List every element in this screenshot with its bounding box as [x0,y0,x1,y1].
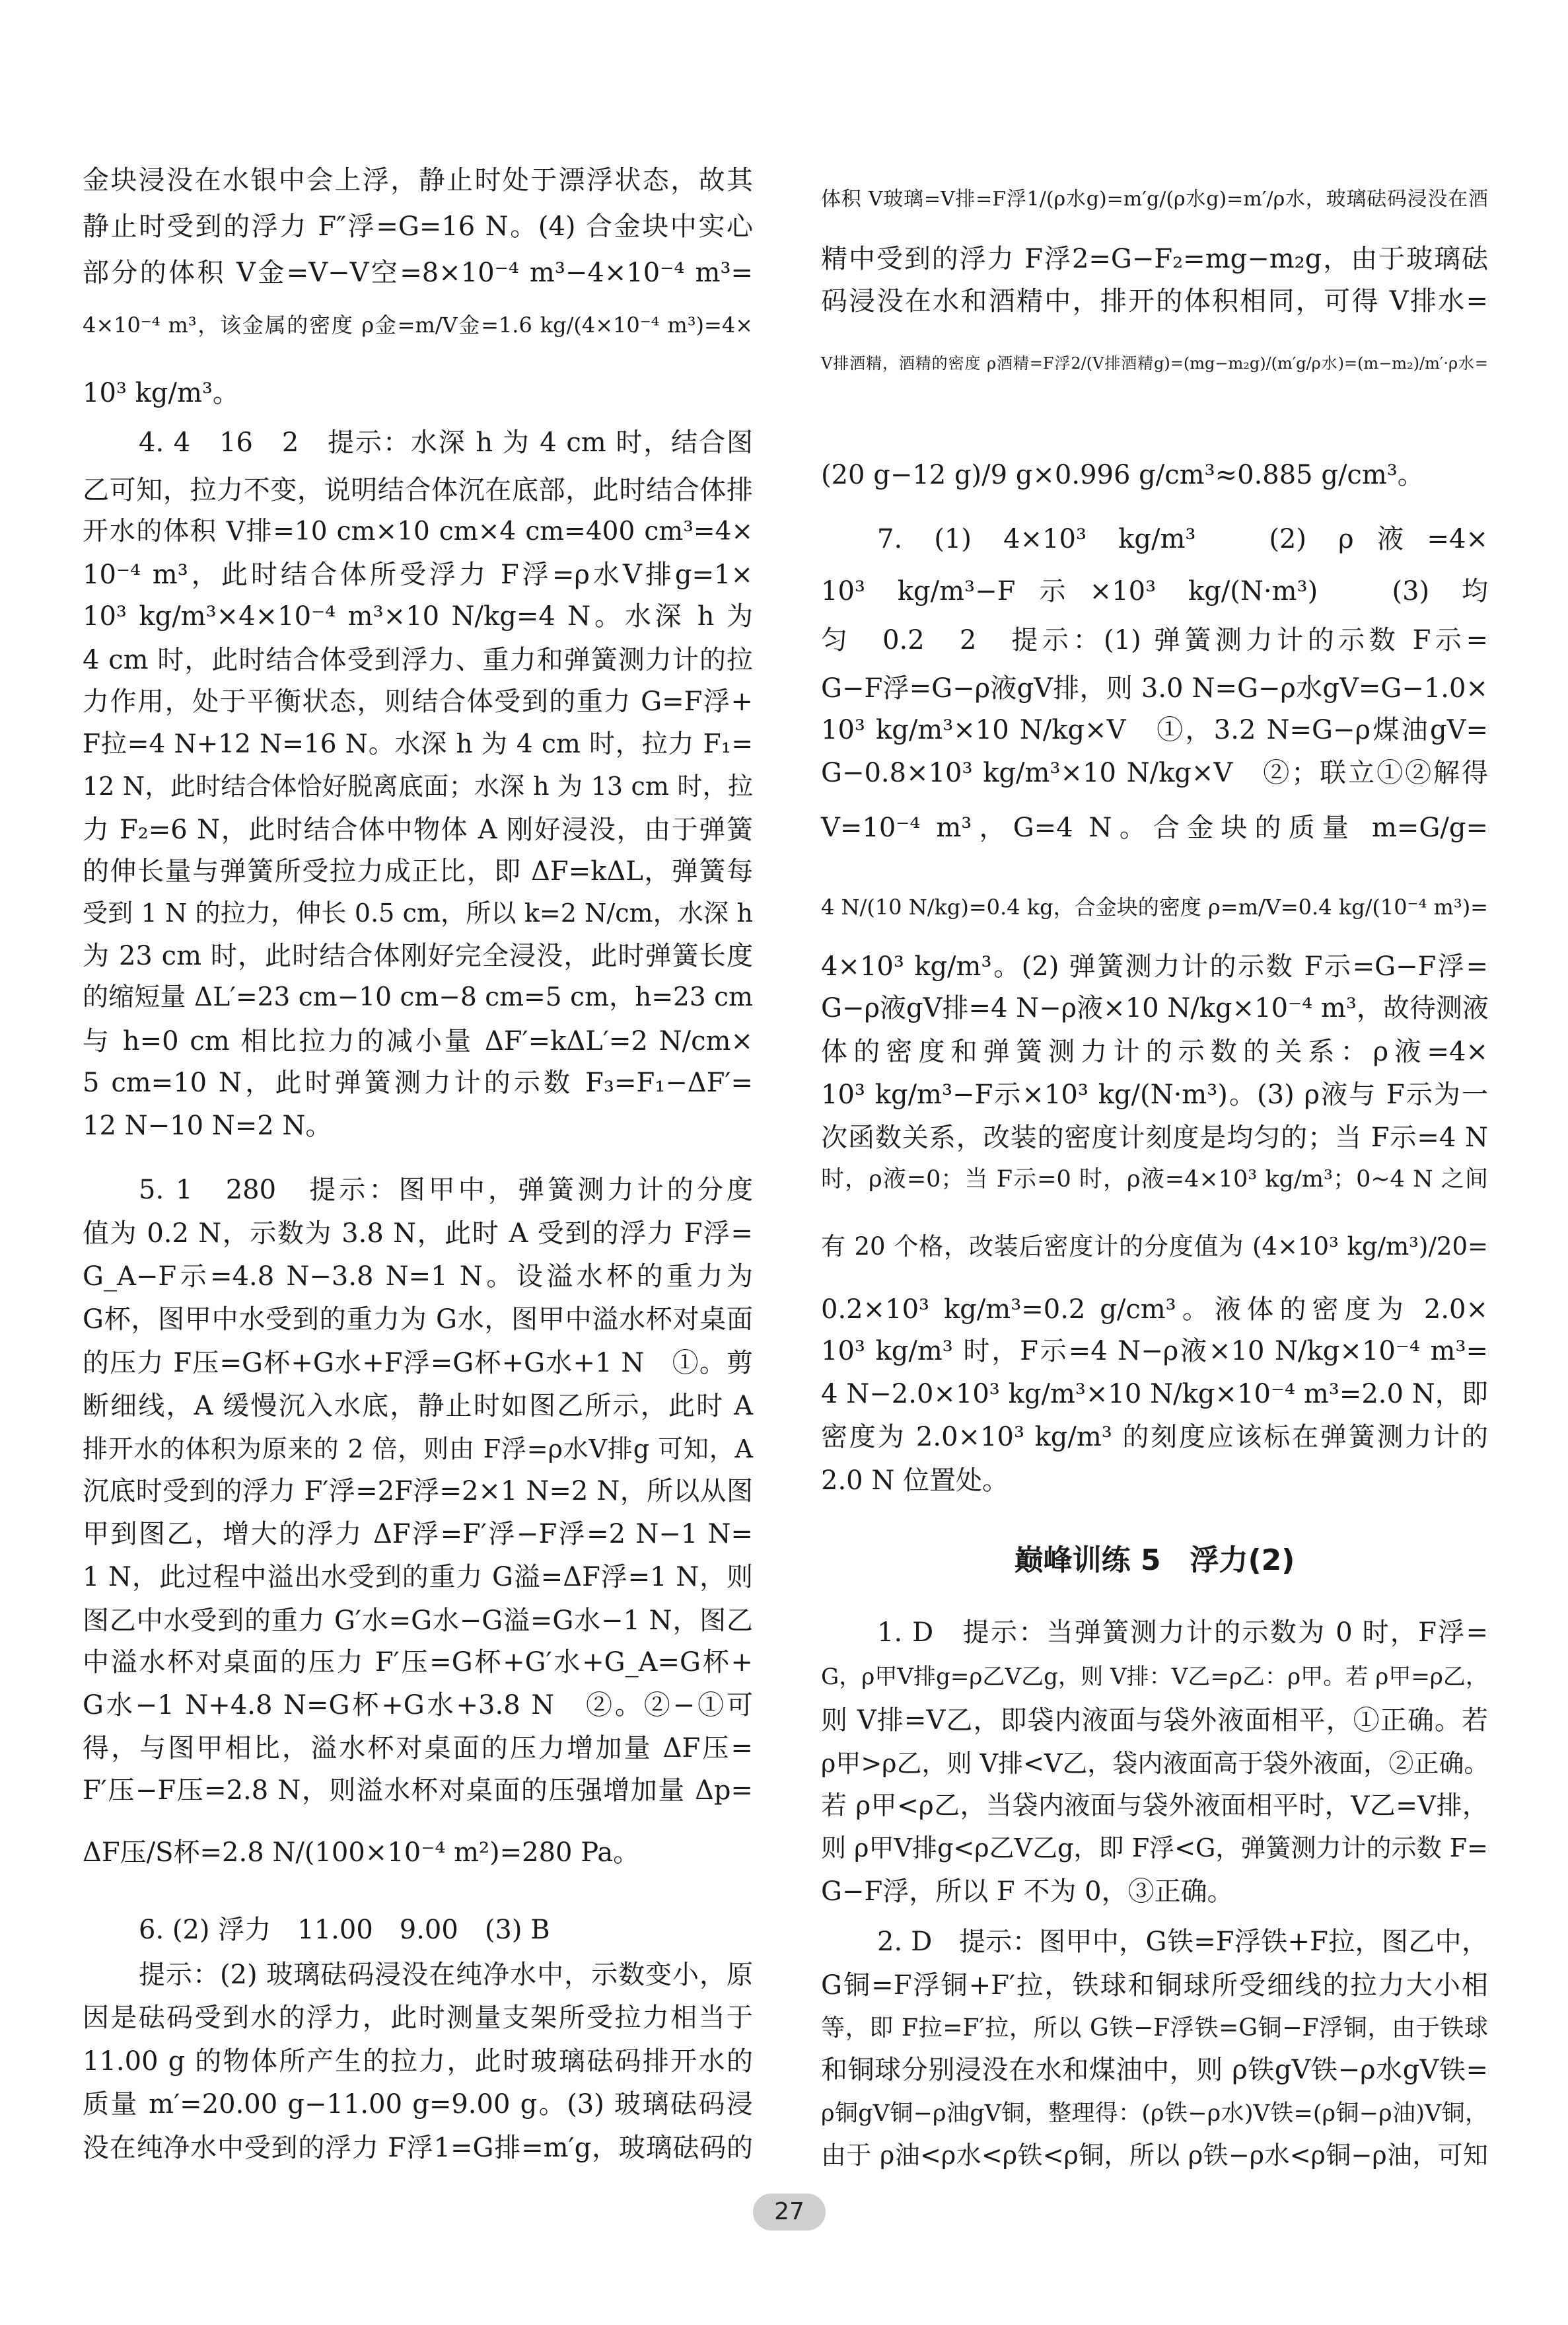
text-line: 质量 m′=20.00 g−11.00 g=9.00 g。(3) 玻璃砝码浸 [83,2089,753,2120]
text-line: 力作用，处于平衡状态，则结合体受到的重力 G=F浮+ [83,686,753,717]
text-line: 4 N−2.0×10³ kg/m³×10 N/kg×10⁻⁴ m³=2.0 N，即 [821,1378,1488,1409]
text-line: 11.00 g 的物体所产生的拉力，此时玻璃砝码排开水的 [83,2046,753,2077]
text-line: 乙可知，拉力不变，说明结合体沉在底部，此时结合体排 [83,474,753,505]
text-line: G杯，图甲中水受到的重力为 G水，图甲中溢水杯对桌面 [83,1304,753,1335]
text-line: 2. D 提示：图甲中，G铁=F浮铁+F拉，图乙中， [877,1927,1488,1958]
text-line: 中溢水杯对桌面的压力 F′压=G杯+G′水+G_A=G杯+ [83,1646,753,1678]
text-line: 密度为 2.0×10³ kg/m³ 的刻度应该标在弹簧测力计的 [821,1422,1488,1453]
text-line: 5 cm=10 N，此时弹簧测力计的示数 F₃=F₁−ΔF′= [83,1067,753,1098]
text-line: 精中受到的浮力 F浮2=G−F₂=mg−m₂g，由于玻璃砝 [821,244,1488,275]
text-line: 和铜球分别浸没在水和煤油中，则 ρ铁gV铁−ρ水gV铁= [821,2055,1488,2086]
text-line: 没在纯净水中受到的浮力 F浮1=G排=m′g，玻璃砝码的 [83,2132,753,2163]
text-line: 10³ kg/m³。 [83,378,239,409]
text-line: 4 cm 时，此时结合体受到浮力、重力和弹簧测力计的拉 [83,644,753,675]
text-line: V=10⁻⁴ m³，G=4 N。合金块的质量 m=G/g= [821,813,1488,844]
text-line: G，ρ甲V排g=ρ乙V乙g，则 V排：V乙=ρ乙：ρ甲。若 ρ甲=ρ乙， [821,1664,1488,1691]
text-line: 由于 ρ油<ρ水<ρ铁<ρ铜，所以 ρ铁−ρ水<ρ铜−ρ油，可知 [821,2140,1488,2170]
page-number: 27 [753,2194,826,2231]
text-line: 值为 0.2 N，示数为 3.8 N，此时 A 受到的浮力 F浮= [83,1218,753,1249]
text-line: G铜=F浮铜+F′拉，铁球和铜球所受细线的拉力大小相 [821,1970,1488,2001]
text-line: 12 N，此时结合体恰好脱离底面；水深 h 为 13 cm 时，拉 [83,772,753,801]
text-line: 则 ρ甲V排g<ρ乙V乙g，即 F浮<G，弹簧测力计的示数 F= [821,1833,1488,1863]
text-line: 10³ kg/m³ 时，F示=4 N−ρ液×10 N/kg×10⁻⁴ m³= [821,1335,1488,1366]
text-line: 有 20 个格，改装后密度计的分度值为 (4×10³ kg/m³)/20= [821,1232,1488,1261]
text-line: 体积 V玻璃=V排=F浮1/(ρ水g)=m′g/(ρ水g)=m′/ρ水，玻璃砝码浸没在酒 [821,188,1488,211]
text-line: 力 F₂=6 N，此时结合体中物体 A 刚好浸没，由于弹簧 [83,814,753,845]
text-line: 时，ρ液=0；当 F示=0 时，ρ液=4×10³ kg/m³；0~4 N 之间 [821,1166,1488,1193]
text-line: 匀 0.2 2 提示：(1) 弹簧测力计的示数 F示= [821,625,1488,656]
text-line: G_A−F示=4.8 N−3.8 N=1 N。设溢水杯的重力为 [83,1261,753,1292]
text-line: ρ铜gV铜−ρ油gV铜，整理得：(ρ铁−ρ水)V铁=(ρ铜−ρ油)V铜， [821,2100,1488,2127]
text-line: 因是砝码受到水的浮力，此时测量支架所受拉力相当于 [83,2003,753,2034]
text-line: 若 ρ甲<ρ乙，当袋内液面与袋外液面相平时，V乙=V排， [821,1791,1488,1822]
text-line: 的缩短量 ΔL′=23 cm−10 cm−8 cm=5 cm，h=23 cm [83,982,753,1013]
text-line: 提示：(2) 玻璃砝码浸没在纯净水中，示数变小，原 [139,1960,753,1991]
text-line: 10⁻⁴ m³，此时结合体所受浮力 F浮=ρ水V排g=1× [83,560,753,591]
text-line: 则 V排=V乙，即袋内液面与袋外液面相平，①正确。若 [821,1705,1488,1736]
text-line: 4. 4 16 2 提示：水深 h 为 4 cm 时，结合图 [139,427,753,458]
text-line: 4×10³ kg/m³。(2) 弹簧测力计的示数 F示=G−F浮= [821,951,1488,982]
text-line: 图乙中水受到的重力 G′水=G水−G溢=G水−1 N，图乙 [83,1605,753,1636]
text-line: 的压力 F压=G杯+G水+F浮=G杯+G水+1 N ①。剪 [83,1347,753,1378]
text-line: 得，与图甲相比，溢水杯对桌面的压力增加量 ΔF压= [83,1733,753,1764]
text-line: 1. D 提示：当弹簧测力计的示数为 0 时，F浮= [877,1617,1488,1648]
text-line: 为 23 cm 时，此时结合体刚好完全浸没，此时弹簧长度 [83,941,753,972]
text-line: 的伸长量与弹簧所受拉力成正比，即 ΔF=kΔL，弹簧每 [83,856,753,887]
text-line: 受到 1 N 的拉力，伸长 0.5 cm，所以 k=2 N/cm，水深 h [83,898,753,928]
text-line: 12 N−10 N=2 N。 [83,1111,332,1142]
text-line: 断细线，A 缓慢沉入水底，静止时如图乙所示，此时 A [83,1391,753,1422]
text-line: 6. (2) 浮力 11.00 9.00 (3) B [139,1915,550,1946]
text-line: 金块浸没在水银中会上浮，静止时处于漂浮状态，故其 [83,165,753,196]
text-line: 甲到图乙，增大的浮力 ΔF浮=F′浮−F浮=2 N−1 N= [83,1518,753,1549]
section-heading: 巅峰训练 5 浮力(2) [1014,1543,1295,1577]
text-line: (20 g−12 g)/9 g×0.996 g/cm³≈0.885 g/cm³。 [821,460,1424,491]
text-line: 码浸没在水和酒精中，排开的体积相同，可得 V排水= [821,285,1488,316]
text-line: 等，即 F拉=F′拉，所以 G铁−F浮铁=G铜−F浮铜，由于铁球 [821,2014,1488,2042]
text-line: 静止时受到的浮力 F″浮=G=16 N。(4) 合金块中实心 [83,211,753,242]
text-line: 沉底时受到的浮力 F′浮=2F浮=2×1 N=2 N，所以从图 [83,1475,753,1506]
text-line: 10³ kg/m³−F示×10³ kg/(N·m³)。(3) ρ液与 F示为一 [821,1079,1488,1110]
text-line: 2.0 N 位置处。 [821,1465,1009,1496]
text-line: 开水的体积 V排=10 cm×10 cm×4 cm=400 cm³=4× [83,516,753,546]
text-line: G−ρ液gV排=4 N−ρ液×10 N/kg×10⁻⁴ m³，故待测液 [821,993,1489,1024]
text-line: G水−1 N+4.8 N=G杯+G水+3.8 N ②。②−①可 [83,1690,753,1721]
text-line: 与 h=0 cm 相比拉力的减小量 ΔF′=kΔL′=2 N/cm× [83,1025,753,1056]
text-line: 7. (1) 4×10³ kg/m³ (2) ρ液=4× [877,524,1488,555]
text-line: 0.2×10³ kg/m³=0.2 g/cm³。液体的密度为 2.0× [821,1294,1488,1325]
text-line: 部分的体积 V金=V−V空=8×10⁻⁴ m³−4×10⁻⁴ m³= [83,257,753,288]
text-line: 4 N/(10 N/kg)=0.4 kg，合金块的密度 ρ=m/V=0.4 kg/(10⁻⁴ m³)= [821,894,1488,920]
text-line: 次函数关系，改装的密度计刻度是均匀的；当 F示=4 N [821,1123,1488,1154]
text-line: F′压−F压=2.8 N，则溢水杯对桌面的压强增加量 Δp= [83,1775,753,1806]
text-line: 10³ kg/m³×10 N/kg×V ①，3.2 N=G−ρ煤油gV= [821,714,1488,745]
text-line: 5. 1 280 提示：图甲中，弹簧测力计的分度 [139,1175,753,1206]
text-line: 4×10⁻⁴ m³，该金属的密度 ρ金=m/V金=1.6 kg/(4×10⁻⁴ m³)=4× [83,312,753,338]
text-line: 体的密度和弹簧测力计的示数的关系：ρ液=4× [821,1036,1488,1067]
text-line: G−F浮=G−ρ液gV排，则 3.0 N=G−ρ水gV=G−1.0× [821,673,1488,704]
text-line: 1 N，此过程中溢出水受到的重力 G溢=ΔF浮=1 N，则 [83,1562,753,1593]
text-line: G−F浮，所以 F 不为 0，③正确。 [821,1876,1234,1907]
text-line: 10³ kg/m³×4×10⁻⁴ m³×10 N/kg=4 N。水深 h 为 [83,601,753,632]
text-line: F拉=4 N+12 N=16 N。水深 h 为 4 cm 时，拉力 F₁= [83,729,753,760]
text-line: ρ甲>ρ乙，则 V排<V乙，袋内液面高于袋外液面，②正确。 [821,1748,1489,1778]
text-line: G−0.8×10³ kg/m³×10 N/kg×V ②；联立①②解得 [821,758,1488,789]
text-line: ΔF压/S杯=2.8 N/(100×10⁻⁴ m²)=280 Pa。 [83,1837,640,1868]
text-line: 排开水的体积为原来的 2 倍，则由 F浮=ρ水V排g 可知，A [83,1434,753,1464]
text-line: V排酒精，酒精的密度 ρ酒精=F浮2/(V排酒精g)=(mg−m₂g)/(m′g/ρ水)=(m−m₂)/m′·ρ水= [821,354,1488,373]
text-line: 10³ kg/m³−F示×10³ kg/(N·m³) (3) 均 [821,576,1488,607]
